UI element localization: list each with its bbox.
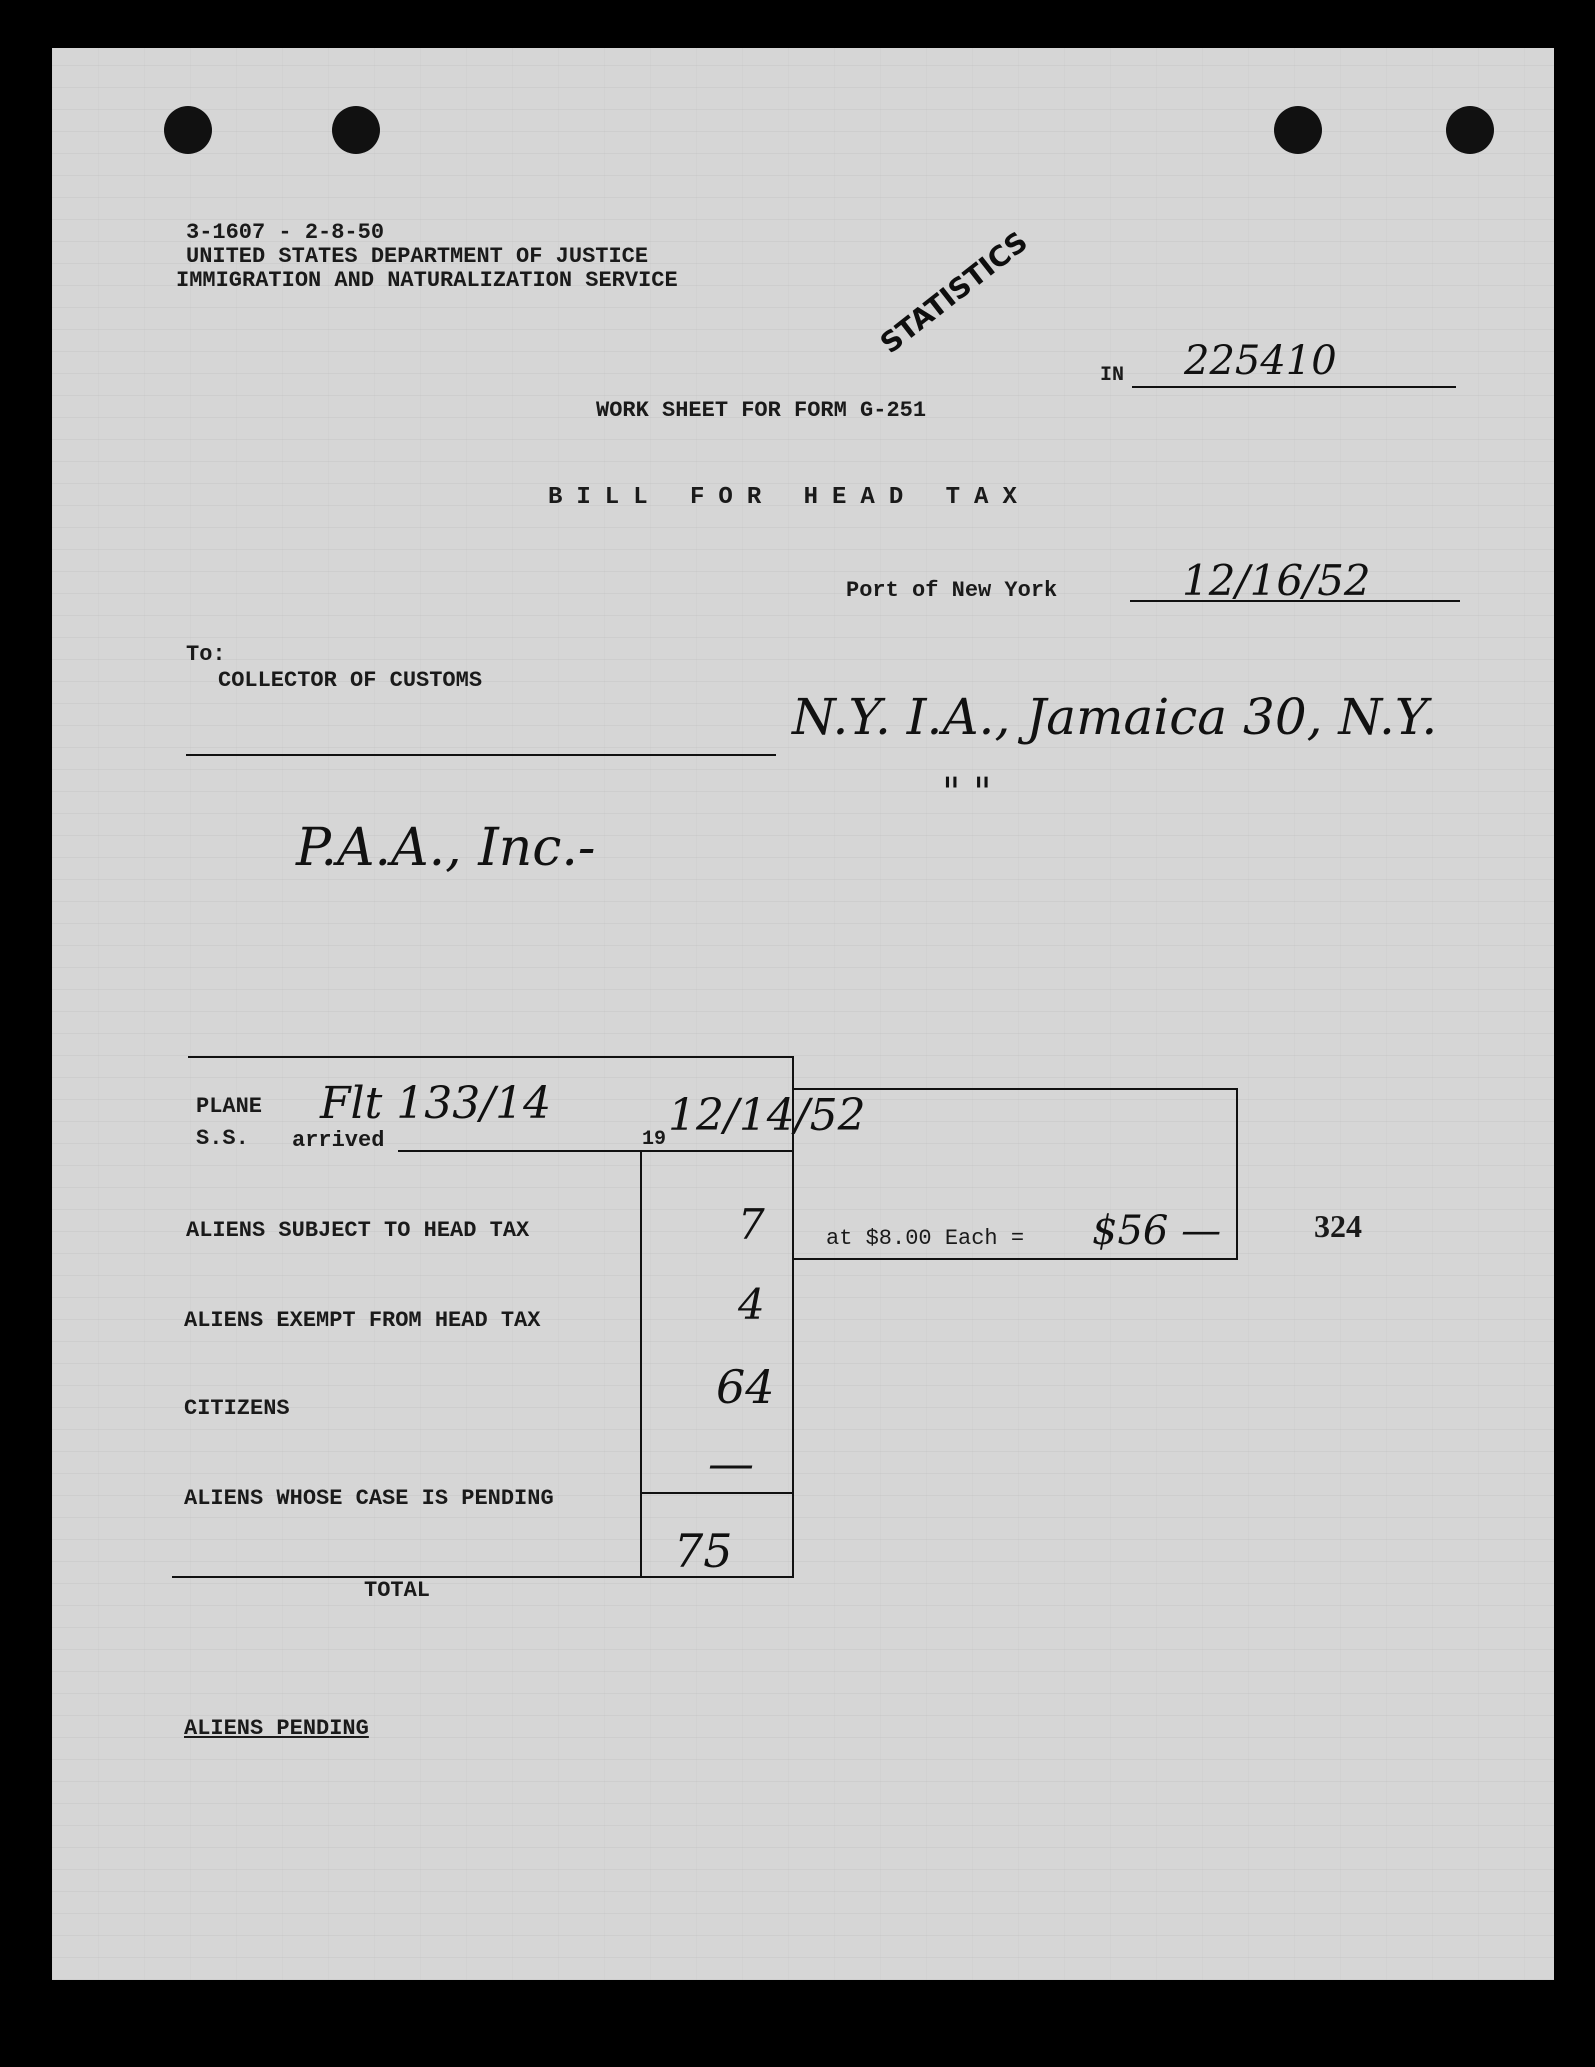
total-rule [640,1492,794,1494]
arrival-date-handwritten: 12/14/52 [668,1090,866,1141]
service-name: IMMIGRATION AND NATURALIZATION SERVICE [176,268,678,293]
row-label-citizens: CITIZENS [184,1396,290,1421]
row-count-subject: 7 [738,1200,765,1249]
arrived-rule [398,1150,532,1152]
bill-date-handwritten: 12/16/52 [1182,556,1371,605]
row-count-exempt: 4 [738,1280,765,1329]
file-number-handwritten: 225410 [1184,338,1337,384]
punch-hole [332,106,380,154]
rate-text: at $8.00 Each = [826,1226,1025,1251]
to-label: To: [186,642,226,667]
document-page [52,48,1554,1980]
row-label-exempt: ALIENS EXEMPT FROM HEAD TAX [184,1308,541,1333]
century-label: 19 [642,1128,667,1151]
bill-title: BILL FOR HEAD TAX [548,484,1031,511]
aliens-pending-heading: ALIENS PENDING [184,1716,369,1741]
row-count-citizens: 64 [716,1360,775,1414]
punch-hole [1274,106,1322,154]
row-label-subject: ALIENS SUBJECT TO HEAD TAX [186,1218,530,1243]
department-name: UNITED STATES DEPARTMENT OF JUSTICE [186,244,649,269]
flight-number-handwritten: Flt 133/14 [320,1078,552,1129]
port-label: Port of New York [846,578,1058,603]
file-number-rule [1132,386,1456,388]
addressee: COLLECTOR OF CUSTOMS [218,668,483,693]
total-value: 75 [674,1524,733,1578]
location-handwritten: N.Y. I.A., Jamaica 30, N.Y. [792,688,1438,746]
table-top-rule [188,1056,792,1058]
table-divider-left [640,1150,642,1578]
ss-label: S.S. [196,1126,249,1151]
row-label-pending: ALIENS WHOSE CASE IS PENDING [184,1486,554,1511]
punch-hole [1446,106,1494,154]
ditto-marks: " " [942,770,992,816]
addressee-rule [186,754,776,756]
worksheet-title: WORK SHEET FOR FORM G-251 [596,398,927,423]
row-count-pending: — [708,1436,754,1490]
total-label: TOTAL [364,1578,431,1603]
form-code: 3-1607 - 2-8-50 [186,220,385,245]
statistics-stamp: STATISTICS [874,225,1034,361]
amount-handwritten: $56 — [1092,1208,1222,1254]
plane-label: PLANE [196,1094,263,1119]
punch-hole [164,106,212,154]
arrived-label: arrived [292,1128,385,1153]
side-number: 324 [1314,1208,1362,1244]
file-number-label: IN [1100,364,1125,387]
carrier-handwritten: P.A.A., Inc.- [296,818,596,878]
